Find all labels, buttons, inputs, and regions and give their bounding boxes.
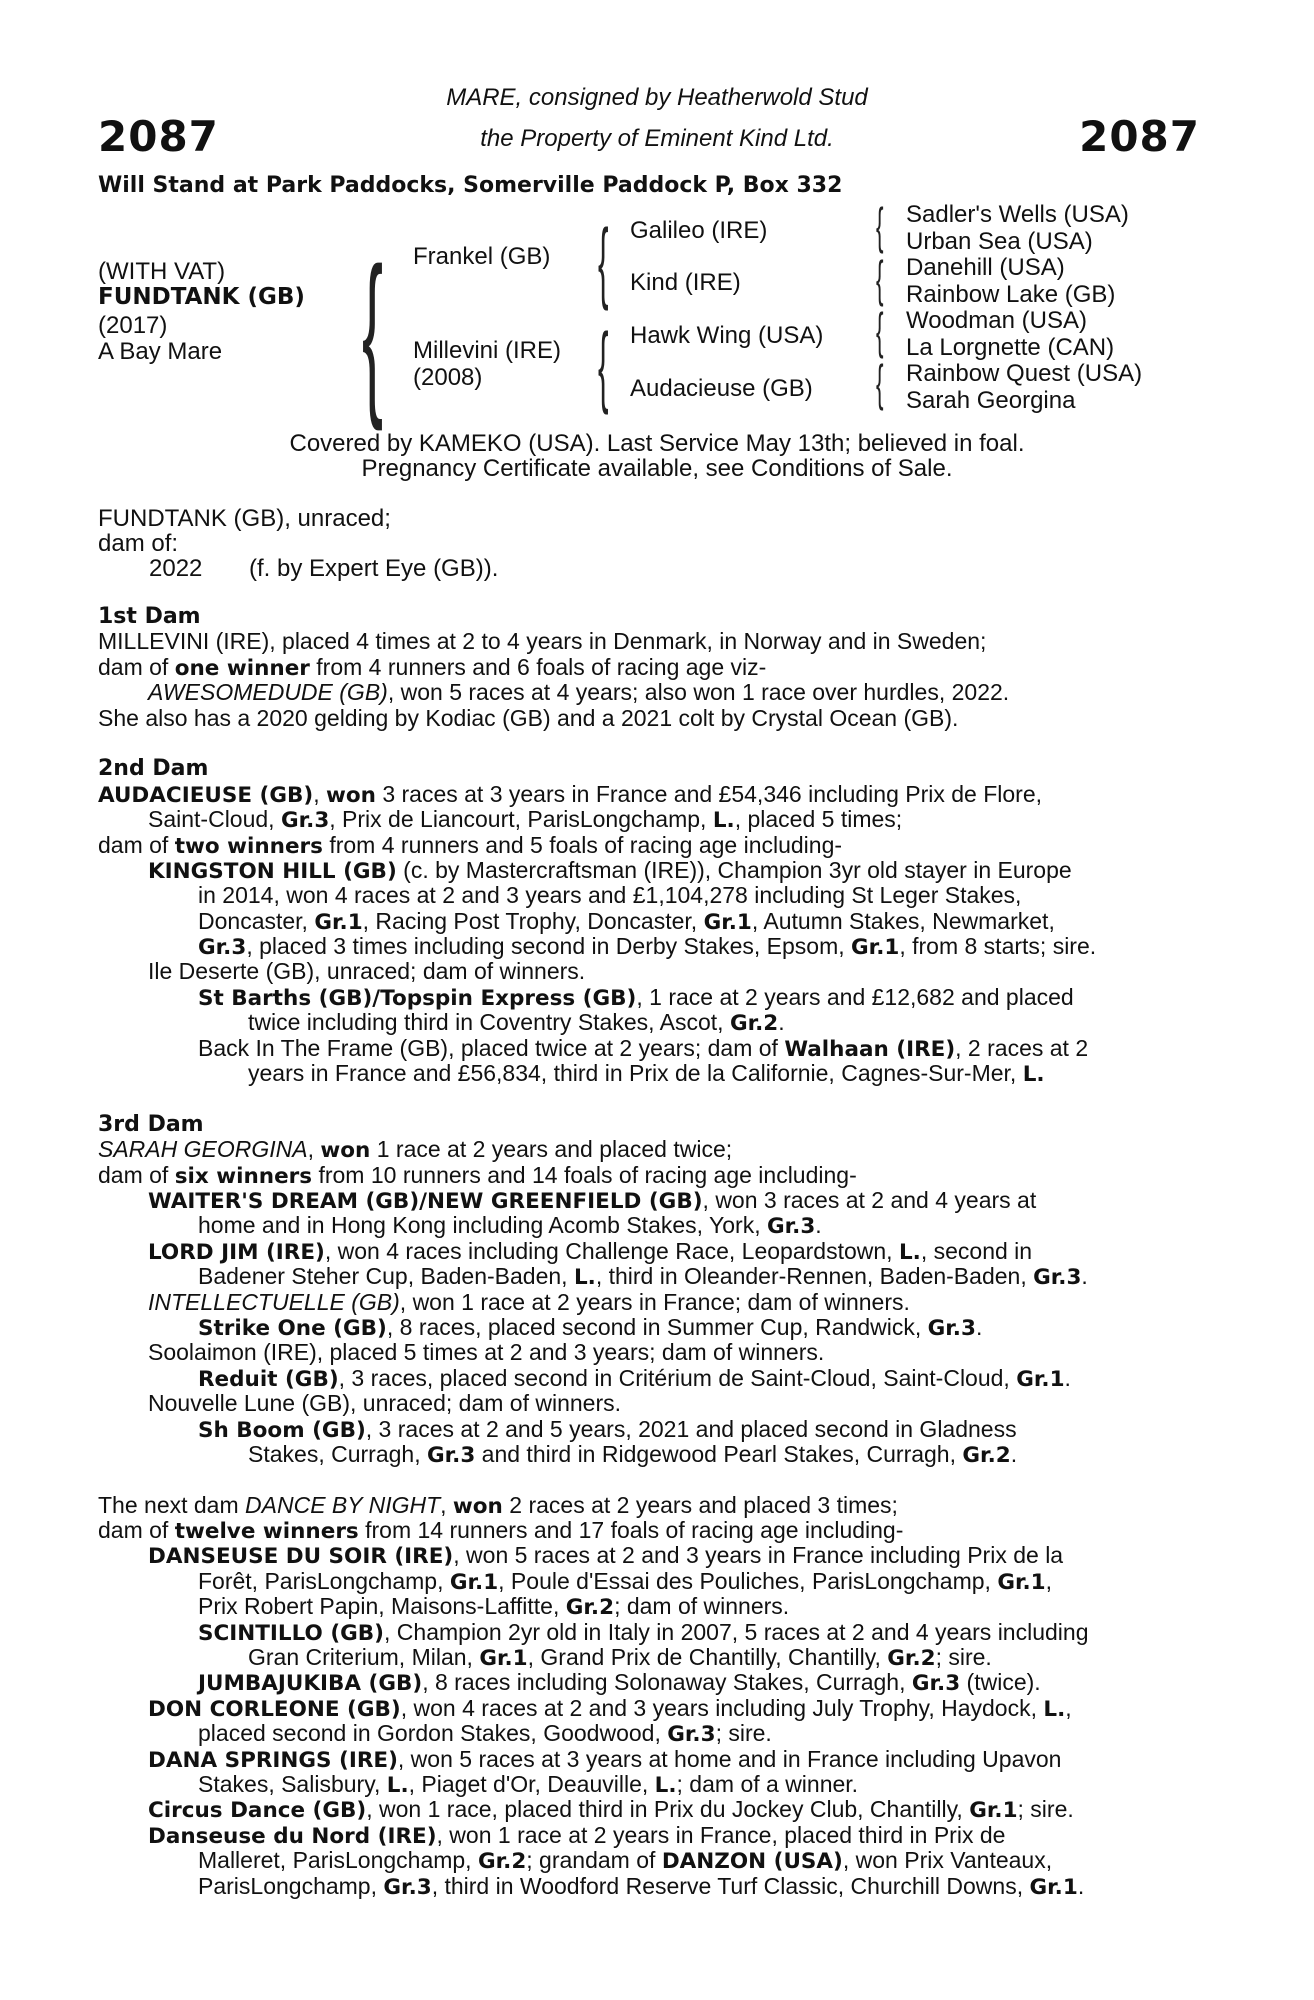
text-line: years in France and £56,834, third in Prix de la Californie, Cagnes-Sur-Mer, L. [248, 1060, 1045, 1088]
text-line: Danseuse du Nord (IRE), won 1 race at 2 years in France, placed third in Prix de [148, 1821, 1006, 1849]
vat-label: (WITH VAT) [98, 258, 226, 285]
text-line: in 2014, won 4 races at 2 and 3 years and £1,104,278 including St Leger Stakes, [198, 882, 1022, 909]
sire-sire-name: Galileo (IRE) [630, 217, 768, 244]
pedigree-brace-dam: { [598, 316, 609, 416]
text-line: dam of two winners from 4 runners and 5 foals of racing age including- [98, 831, 843, 859]
text-line: Prix Robert Papin, Maisons-Laffitte, Gr.2; dam of winners. [198, 1593, 790, 1621]
horse-name: FUNDTANK (GB) [98, 284, 305, 310]
text-line: DON CORLEONE (GB), won 4 races at 2 and 3 years including July Trophy, Haydock, L., [148, 1694, 1072, 1722]
text-line: AUDACIEUSE (GB), won 3 races at 3 years in France and £54,346 including Prix de Flore, [98, 780, 1043, 808]
produce-line-2: dam of: [98, 530, 179, 557]
dam-sire-name: Hawk Wing (USA) [630, 322, 824, 349]
text-line: Reduit (GB), 3 races, placed second in Critérium de Saint-Cloud, Saint-Cloud, Gr.1. [198, 1364, 1071, 1392]
property-line: the Property of Eminent Kind Ltd. [480, 125, 834, 152]
produce-detail: (f. by Expert Eye (GB)). [249, 555, 499, 582]
text-line: SARAH GEORGINA, won 1 race at 2 years and placed twice; [98, 1136, 733, 1164]
text-line: DANA SPRINGS (IRE), won 5 races at 3 years at home and in France including Upavon [148, 1745, 1062, 1773]
third-dam-heading: 3rd Dam [98, 1111, 204, 1137]
gen3-name: Urban Sea (USA) [906, 228, 1093, 255]
horse-description: A Bay Mare [98, 338, 223, 365]
covering-line-1: Covered by KAMEKO (USA). Last Service May 13th; believed in foal. [289, 430, 1025, 457]
text-line: Stakes, Curragh, Gr.3 and third in Ridgewood Pearl Stakes, Curragh, Gr.2. [248, 1440, 1018, 1468]
pedigree-brace-g2: { [876, 251, 884, 307]
text-line: JUMBAJUKIBA (GB), 8 races including Solonaway Stakes, Curragh, Gr.3 (twice). [198, 1669, 1041, 1697]
sire-name: Frankel (GB) [413, 243, 551, 270]
sire-dam-name: Kind (IRE) [630, 269, 741, 296]
text-line: Back In The Frame (GB), placed twice at 2 years; dam of Walhaan (IRE), 2 races at 2 [198, 1034, 1089, 1062]
lot-number-left: 2087 [98, 112, 219, 161]
text-line: home and in Hong Kong including Acomb Stakes, York, Gr.3. [198, 1212, 822, 1240]
consignor-line: MARE, consigned by Heatherwold Stud [446, 84, 868, 111]
text-line: Gran Criterium, Milan, Gr.1, Grand Prix de Chantilly, Chantilly, Gr.2; sire. [248, 1644, 992, 1672]
text-line: DANSEUSE DU SOIR (IRE), won 5 races at 2 and 3 years in France including Prix de la [148, 1542, 1064, 1570]
gen3-name: La Lorgnette (CAN) [906, 334, 1115, 361]
text-line: placed second in Gordon Stakes, Goodwood, Gr.3; sire. [198, 1720, 772, 1748]
stand-location: Will Stand at Park Paddocks, Somerville Paddock P, Box 332 [98, 173, 843, 198]
gen3-name: Woodman (USA) [906, 307, 1087, 334]
text-line: Circus Dance (GB), won 1 race, placed third in Prix du Jockey Club, Chantilly, Gr.1; sire. [148, 1796, 1074, 1824]
text-line: WAITER'S DREAM (GB)/NEW GREENFIELD (GB), won 3 races at 2 and 4 years at [148, 1186, 1037, 1214]
pedigree-brace-g1: { [876, 198, 884, 254]
text-line: Strike One (GB), 8 races, placed second in Summer Cup, Randwick, Gr.3. [198, 1313, 983, 1341]
gen3-name: Rainbow Quest (USA) [906, 360, 1143, 387]
text-line: LORD JIM (IRE), won 4 races including Challenge Race, Leopardstown, L., second in [148, 1237, 1033, 1265]
text-line: Malleret, ParisLongchamp, Gr.2; grandam of DANZON (USA), won Prix Vanteaux, [198, 1847, 1053, 1875]
text-line: Nouvelle Lune (GB), unraced; dam of winners. [148, 1390, 622, 1417]
text-line: dam of twelve winners from 14 runners and 17 foals of racing age including- [98, 1517, 904, 1545]
pedigree-brace-main: { [362, 231, 384, 432]
gen3-name: Rainbow Lake (GB) [906, 281, 1116, 308]
text-line: Soolaimon (IRE), placed 5 times at 2 and 3 years; dam of winners. [148, 1339, 825, 1366]
catalogue-body [98, 604, 1194, 1899]
second-dam-heading: 2nd Dam [98, 756, 209, 782]
text-line: dam of one winner from 4 runners and 6 foals of racing age viz- [98, 653, 767, 681]
text-line: Stakes, Salisbury, L., Piaget d'Or, Deauville, L.; dam of a winner. [198, 1770, 859, 1798]
text-line: MILLEVINI (IRE), placed 4 times at 2 to 4 years in Denmark, in Norway and in Sweden; [98, 628, 987, 655]
text-line: twice including third in Coventry Stakes, Ascot, Gr.2. [248, 1009, 785, 1037]
lot-number-right: 2087 [1079, 112, 1200, 161]
text-line: St Barths (GB)/Topspin Express (GB), 1 race at 2 years and £12,682 and placed [198, 983, 1074, 1011]
text-line: Doncaster, Gr.1, Racing Post Trophy, Doncaster, Gr.1, Autumn Stakes, Newmarket, [198, 907, 1055, 935]
gen3-name: Sarah Georgina [906, 387, 1076, 414]
pedigree-brace-g3: { [876, 303, 884, 359]
gen3-name: Sadler's Wells (USA) [906, 201, 1129, 228]
pedigree-brace-sire: { [598, 212, 609, 312]
text-line: The next dam DANCE BY NIGHT, won 2 races at 2 years and placed 3 times; [98, 1491, 898, 1519]
text-line: KINGSTON HILL (GB) (c. by Mastercraftsman (IRE)), Champion 3yr old stayer in Europe [148, 856, 1072, 884]
text-line: She also has a 2020 gelding by Kodiac (GB) and a 2021 colt by Crystal Ocean (GB). [98, 704, 959, 731]
first-dam-heading: 1st Dam [98, 604, 201, 629]
text-line: ParisLongchamp, Gr.3, third in Woodford Reserve Turf Classic, Churchill Downs, Gr.1. [198, 1872, 1085, 1900]
pedigree-brace-g4: { [876, 355, 884, 411]
text-line: Sh Boom (GB), 3 races at 2 and 5 years, 2021 and placed second in Gladness [198, 1415, 1017, 1443]
dam-year: (2008) [413, 364, 483, 391]
text-line: Badener Steher Cup, Baden-Baden, L., third in Oleander-Rennen, Baden-Baden, Gr.3. [198, 1263, 1088, 1291]
dam-name: Millevini (IRE) [413, 337, 562, 364]
text-line: Gr.3, placed 3 times including second in Derby Stakes, Epsom, Gr.1, from 8 starts; sire. [198, 933, 1097, 961]
text-line: dam of six winners from 10 runners and 14 foals of racing age including- [98, 1161, 857, 1189]
text-line: SCINTILLO (GB), Champion 2yr old in Italy in 2007, 5 races at 2 and 4 years including [198, 1618, 1089, 1646]
horse-year: (2017) [98, 312, 168, 339]
dam-dam-name: Audacieuse (GB) [630, 375, 813, 402]
produce-year: 2022 [149, 555, 203, 582]
text-line: Forêt, ParisLongchamp, Gr.1, Poule d'Essai des Pouliches, ParisLongchamp, Gr.1, [198, 1567, 1053, 1595]
text-line: Ile Deserte (GB), unraced; dam of winners. [148, 958, 586, 985]
text-line: Saint-Cloud, Gr.3, Prix de Liancourt, ParisLongchamp, L., placed 5 times; [148, 806, 903, 834]
text-line: AWESOMEDUDE (GB), won 5 races at 4 years; also won 1 race over hurdles, 2022. [148, 679, 1010, 706]
covering-line-2: Pregnancy Certificate available, see Conditions of Sale. [361, 455, 953, 482]
produce-line-1: FUNDTANK (GB), unraced; [98, 505, 391, 532]
gen3-name: Danehill (USA) [906, 254, 1065, 281]
text-line: INTELLECTUELLE (GB), won 1 race at 2 years in France; dam of winners. [148, 1288, 910, 1315]
